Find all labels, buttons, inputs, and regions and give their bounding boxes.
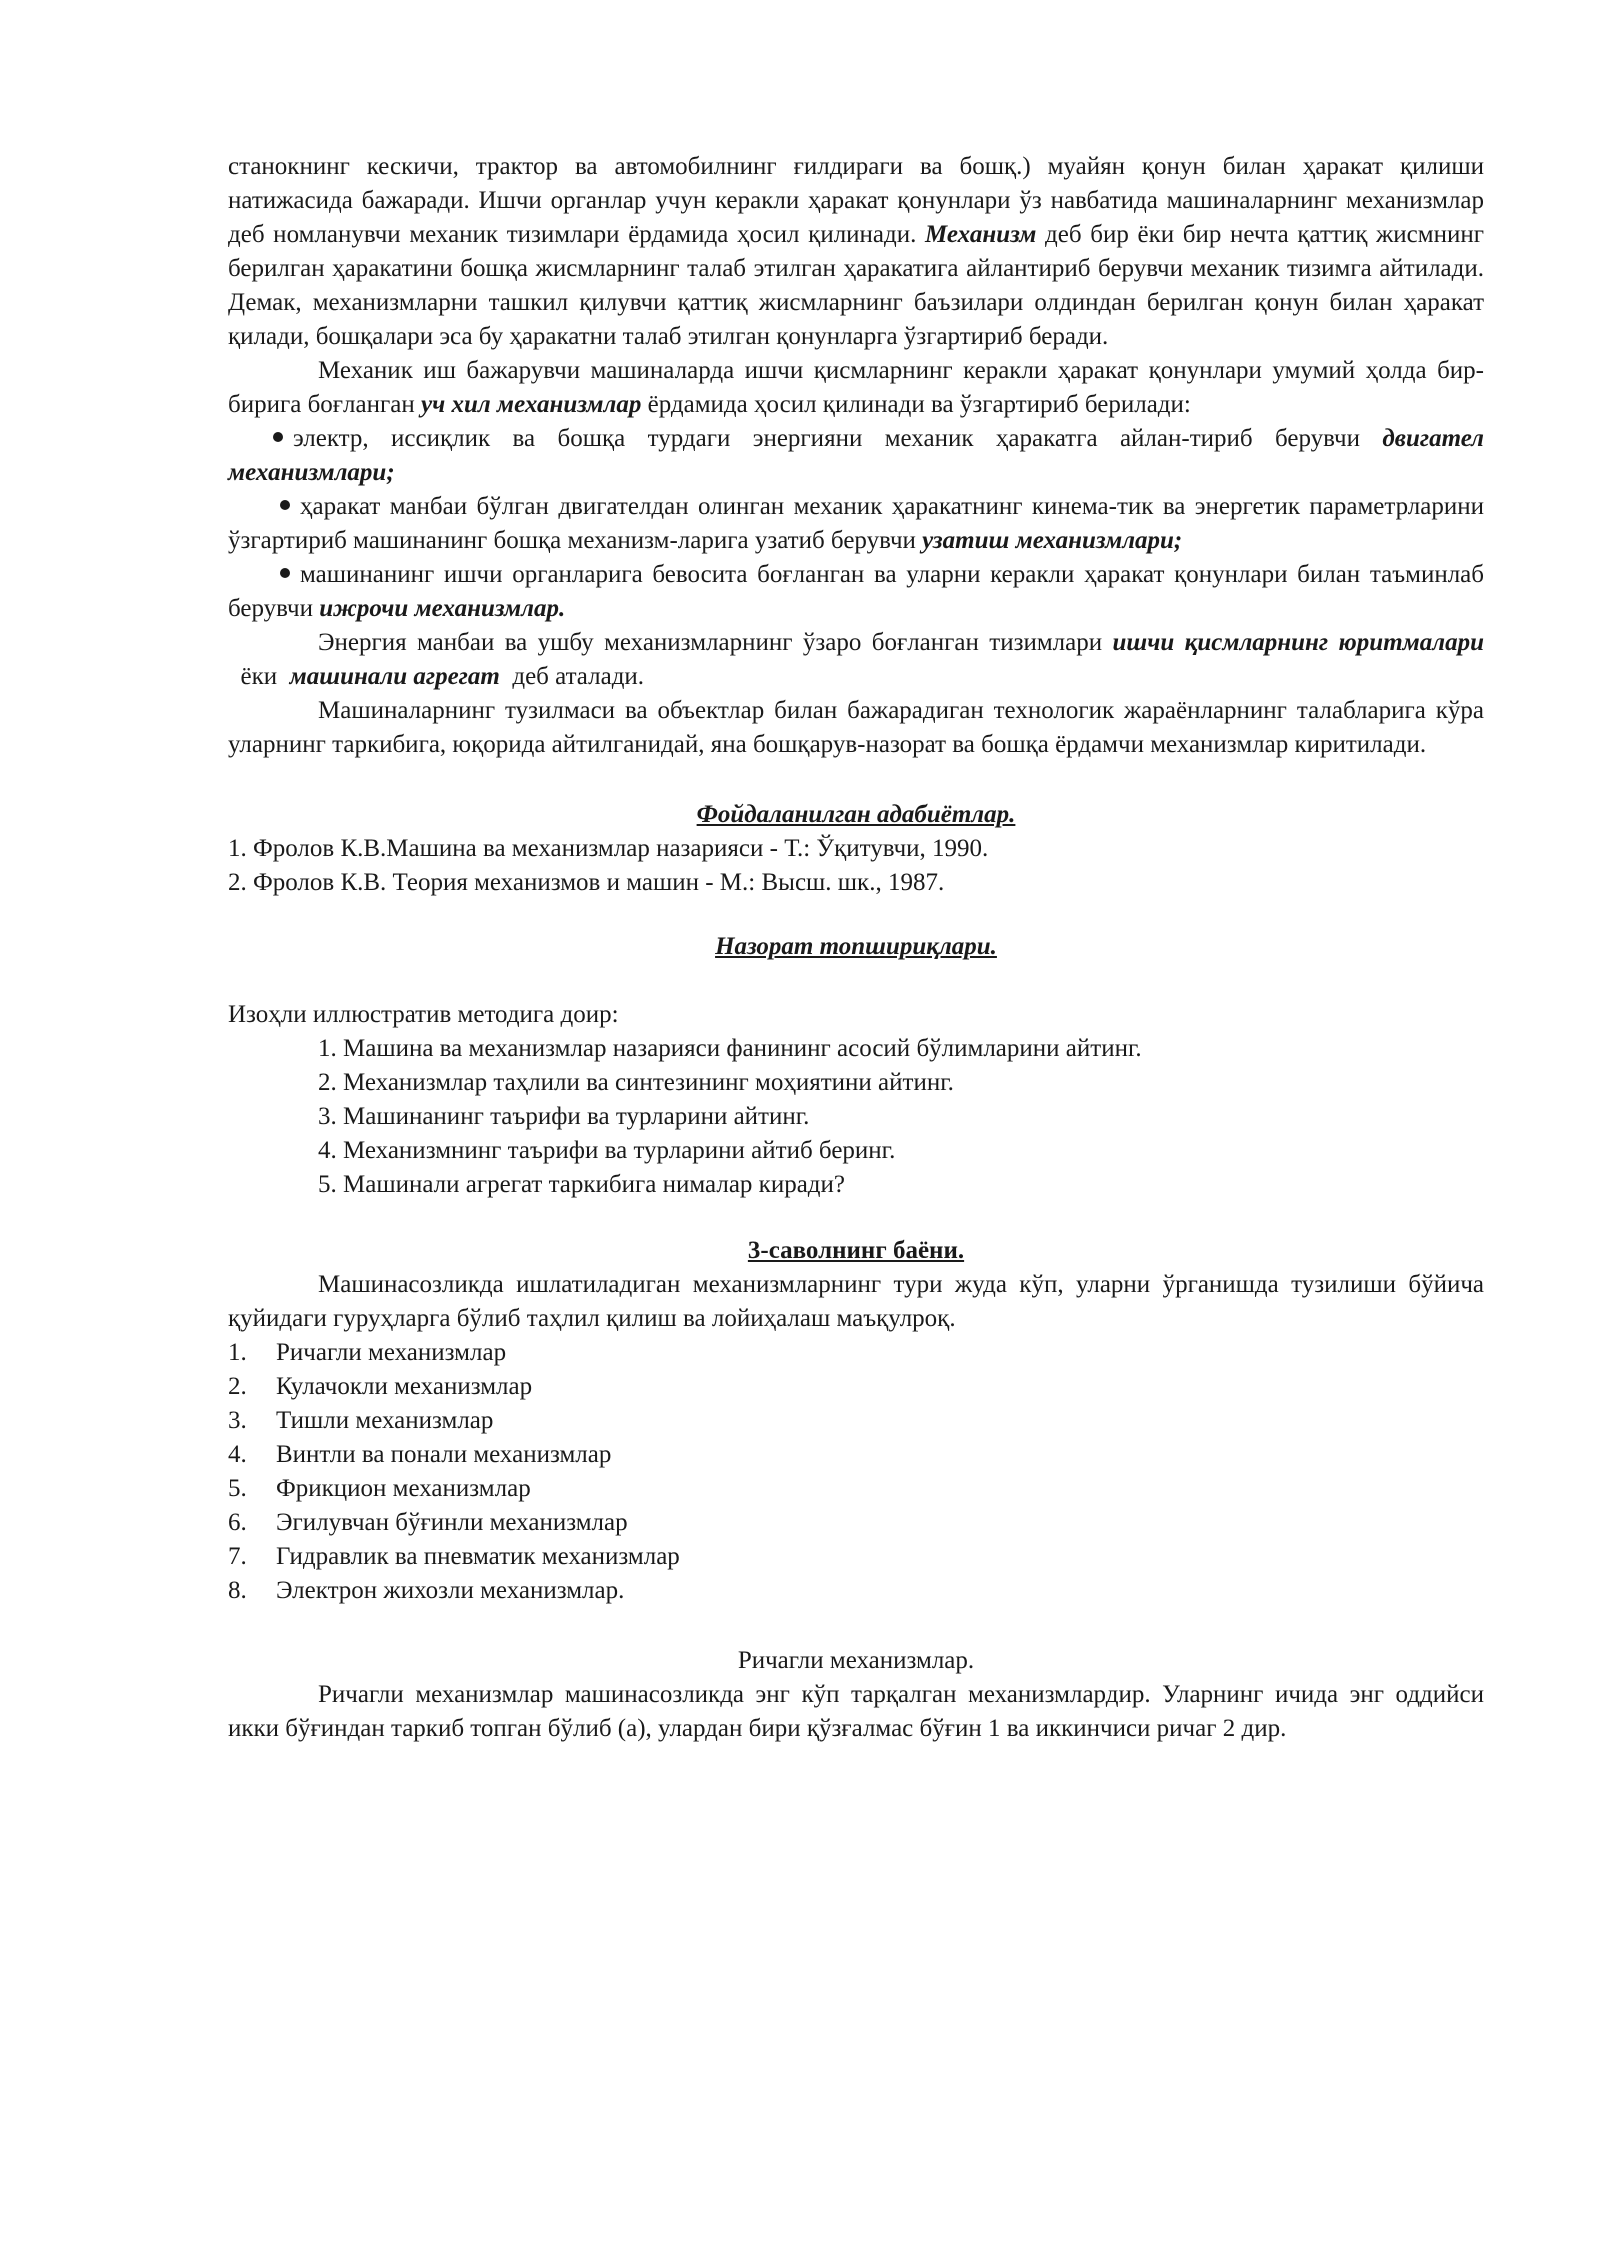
- text: электр, иссиқлик ва бошқа турдаги энергияни механик ҳаракатга айлан-тириб берувчи: [293, 425, 1383, 452]
- text: деб бир ёки бир нечта қаттиқ жисмнинг берилган ҳаракатини бошқа жисмларнинг талаб этилган ҳаракатига айлантириб берувчи механик тизимга айтилади. Демак, механизмларни ташкил қилувчи қаттиқ жисмларнинг баъзилари олдиндан берилган қонун билан ҳаракат қилади, бошқалари эса бу ҳаракатни талаб этилган қонунларга ўзгартириб беради.: [228, 221, 1484, 350]
- list-label: Тишли механизмлар: [276, 1407, 494, 1434]
- question3-intro: Машинасозликда ишлатиладиган механизмларнинг тури жуда кўп, уларни ўрганишда тузилиши бўйича қуйидаги гуруҳларга бўлиб таҳлил қилиш ва лойиҳалаш маъқулроқ.: [228, 1271, 1484, 1332]
- list-number: 4.: [228, 1441, 247, 1468]
- list-item: 3. Машинанинг таърифи ва турларини айтинг.: [318, 1103, 810, 1130]
- tasks-list: [228, 1032, 1484, 1202]
- paragraph-three-mechanisms: [228, 354, 1484, 422]
- list-label: Фрикцион механизмлар: [276, 1475, 531, 1502]
- reference-item: 1. Фролов К.В.Машина ва механизмлар назарияси - Т.: Ўқитувчи, 1990.: [228, 835, 989, 862]
- paragraph-auxiliary-mechanisms: Машиналарнинг тузилмаси ва объектлар билан бажарадиган технологик жараёнларнинг талабларига кўра уларнинг таркибига, юқорида айтилганидай, яна бошқарув-назорат ва бошқа ёрдамчи механизмлар киритилади.: [228, 697, 1484, 758]
- paragraph-drive-definition: [228, 626, 1484, 694]
- text: деб аталади.: [499, 663, 645, 690]
- list-number: 1.: [228, 1339, 247, 1366]
- term-drives: ишчи қисмларнинг юритмалари: [1112, 629, 1485, 656]
- list-item: [228, 1438, 1484, 1472]
- list-number: 8.: [228, 1577, 247, 1604]
- list-item: [228, 1370, 1484, 1404]
- tasks-intro: Изоҳли иллюстратив методига доир:: [228, 1001, 619, 1028]
- list-item: [228, 1404, 1484, 1438]
- tasks-heading: Назорат топшириқлари.: [715, 933, 997, 960]
- list-item: 5. Машинали агрегат таркибига нималар киради?: [318, 1171, 845, 1198]
- mechanism-types-list: [228, 1336, 1484, 1608]
- paragraph-mechanism-definition: [228, 150, 1484, 354]
- bullet-icon: [280, 500, 290, 510]
- bullet-icon: [280, 568, 290, 578]
- list-item: [228, 1472, 1484, 1506]
- list-number: 3.: [228, 1407, 247, 1434]
- term-executive-mechanisms: ижрочи механизмлар.: [319, 595, 566, 622]
- text: ҳаракат манбаи бўлган двигателдан олинган механик ҳаракатнинг кинема-тик ва энергетик параметрларини ўзгартириб машинанинг бошқа механизм-ларига узатиб берувчи: [228, 493, 1484, 554]
- text: станокнинг кескичи, трактор ва автомобилнинг ғилдираги ва бошқ.) муайян қонун билан ҳаракат қилиши натижасида бажаради. Ишчи органлар учун керакли ҳаракат қонунлари ўз навбатида машиналарнинг механизмлар деб номланувчи механик тизимлари ёрдамида ҳосил қилинади.: [228, 153, 1484, 248]
- list-number: 2.: [228, 1373, 247, 1400]
- list-label: Кулачокли механизмлар: [276, 1373, 533, 1400]
- reference-item: 2. Фролов К.В. Теория механизмов и машин - М.: Высш. шк., 1987.: [228, 869, 945, 896]
- list-label: Винтли ва понали механизмлар: [276, 1441, 612, 1468]
- term-machine-unit: машинали агрегат: [289, 663, 500, 690]
- list-item: 4. Механизмнинг таърифи ва турларини айтиб беринг.: [318, 1137, 896, 1164]
- list-item: [228, 1506, 1484, 1540]
- document-page: [228, 150, 1484, 1746]
- list-item: [228, 1574, 1484, 1608]
- lever-heading: Ричагли механизмлар.: [737, 1647, 975, 1674]
- list-label: Ричагли механизмлар: [276, 1339, 507, 1366]
- list-item: 2. Механизмлар таҳлили ва синтезининг моҳиятини айтинг.: [318, 1069, 954, 1096]
- text: Механик иш бажарувчи машиналарда ишчи қисмларнинг керакли ҳаракат қонунлари умумий ҳолда бир-бирига боғланган: [228, 357, 1484, 418]
- lever-paragraph: Ричагли механизмлар машинасозликда энг кўп тарқалган механизмлардир. Уларнинг ичида энг оддийси икки бўғиндан таркиб топган бўлиб (а), улардан бири қўзғалмас бўғин 1 ва иккинчиси ричаг 2 дир.: [228, 1681, 1484, 1742]
- bullet-item-transmission: [228, 490, 1484, 558]
- list-item: [228, 1540, 1484, 1574]
- text: ёрдамида ҳосил қилинади ва ўзгартириб берилади:: [641, 391, 1191, 418]
- list-number: 7.: [228, 1543, 247, 1570]
- text: Энергия манбаи ва ушбу механизмларнинг ўзаро боғланган тизимлари: [318, 629, 1113, 656]
- question3-heading: 3-саволнинг баёни.: [747, 1237, 965, 1264]
- list-number: 6.: [228, 1509, 247, 1536]
- references-heading: Фойдаланилган адабиётлар.: [696, 801, 1016, 828]
- term-mechanism: Механизм: [925, 221, 1037, 248]
- text: ёки: [228, 663, 290, 690]
- list-item: 1. Машина ва механизмлар назарияси фанининг асосий бўлимларини айтинг.: [318, 1035, 1142, 1062]
- term-engine-mechanisms: двигател механизмлари;: [228, 425, 1484, 486]
- bullet-icon: [273, 432, 283, 442]
- bullet-item-engine: [228, 422, 1484, 490]
- bullet-item-executive: [228, 558, 1484, 626]
- term-three-mechanisms: уч хил механизмлар: [420, 391, 642, 418]
- list-number: 5.: [228, 1475, 247, 1502]
- list-label: Электрон жихозли механизмлар.: [276, 1577, 625, 1604]
- text: машинанинг ишчи органларига бевосита боғланган ва уларни керакли ҳаракат қонунлари билан таъминлаб берувчи: [228, 561, 1484, 622]
- term-transmission-mechanisms: узатиш механизмлари;: [922, 527, 1183, 554]
- list-label: Эгилувчан бўғинли механизмлар: [276, 1509, 628, 1536]
- list-label: Гидравлик ва пневматик механизмлар: [276, 1543, 680, 1570]
- list-item: [228, 1336, 1484, 1370]
